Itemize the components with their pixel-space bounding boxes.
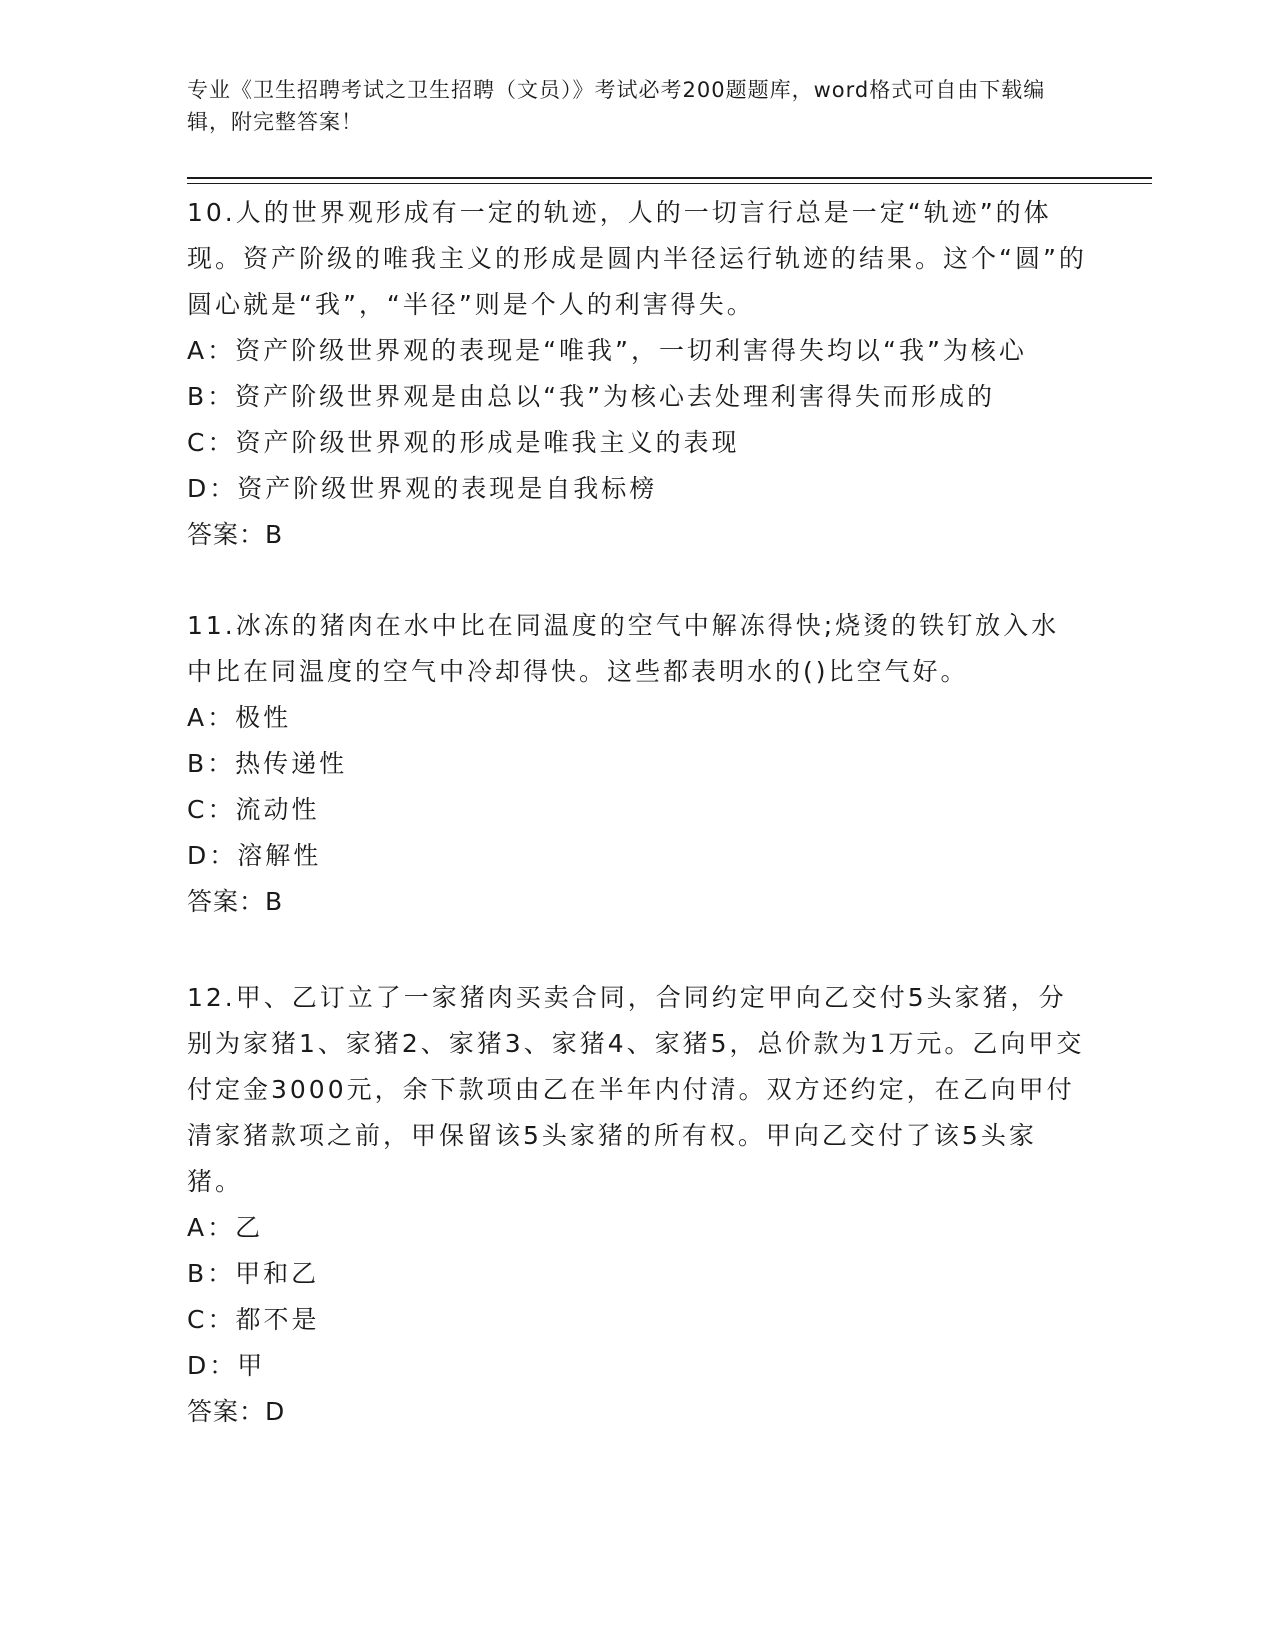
option-list	[187, 1205, 1087, 1389]
option-c: C：流动性	[187, 795, 320, 824]
question-12	[187, 975, 1087, 1435]
option-d: D：溶解性	[187, 841, 322, 870]
option-b: B：热传递性	[187, 749, 348, 778]
question-stem: 10.人的世界观形成有一定的轨迹，人的一切言行总是一定“轨迹”的体现。资产阶级的唯我主义的形成是圆内半径运行轨迹的结果。这个“圆”的圆心就是“我”，“半径”则是个人的利害得失。	[187, 198, 1087, 319]
option-a: A：乙	[187, 1213, 264, 1242]
question-stem: 12.甲、乙订立了一家猪肉买卖合同，合同约定甲向乙交付5头家猪，分别为家猪1、家猪2、家猪3、家猪4、家猪5，总价款为1万元。乙向甲交付定金3000元，余下款项由乙在半年内付清。双方还约定，在乙向甲付清家猪款项之前，甲保留该5头家猪的所有权。甲向乙交付了该5头家猪。	[187, 983, 1085, 1196]
option-c: C：资产阶级世界观的形成是唯我主义的表现	[187, 428, 740, 457]
question-list	[187, 190, 1087, 1435]
option-a: A：资产阶级世界观的表现是“唯我”，一切利害得失均以“我”为核心	[187, 336, 1027, 365]
document-header: 专业《卫生招聘考试之卫生招聘（文员）》考试必考200题题库，word格式可自由下载编辑，附完整答案！	[187, 78, 1046, 134]
question-stem: 11.冰冻的猪肉在水中比在同温度的空气中解冻得快;烧烫的铁钉放入水中比在同温度的空气中冷却得快。这些都表明水的()比空气好。	[187, 611, 1060, 686]
question-11	[187, 603, 1087, 925]
option-list	[187, 695, 1087, 879]
option-b: B：资产阶级世界观是由总以“我”为核心去处理利害得失而形成的	[187, 382, 996, 411]
option-c: C：都不是	[187, 1305, 320, 1334]
header-divider-thick	[187, 177, 1152, 179]
answer-line: 答案：D	[187, 1397, 286, 1426]
option-a: A：极性	[187, 703, 292, 732]
question-10	[187, 190, 1087, 558]
option-list	[187, 328, 1087, 512]
header-divider-thin	[187, 183, 1152, 184]
option-b: B：甲和乙	[187, 1259, 320, 1288]
answer-line: 答案：B	[187, 520, 284, 549]
option-d: D：资产阶级世界观的表现是自我标榜	[187, 474, 658, 503]
option-d: D：甲	[187, 1351, 266, 1380]
answer-line: 答案：B	[187, 887, 284, 916]
